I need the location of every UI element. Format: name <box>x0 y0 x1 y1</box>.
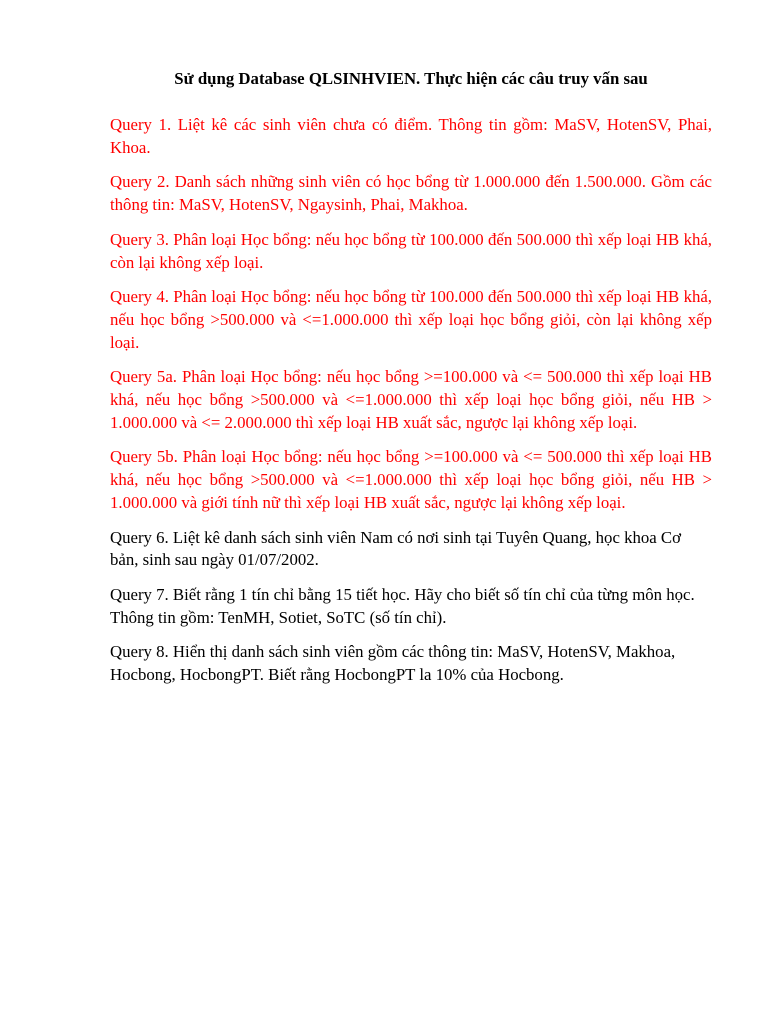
query-6: Query 6. Liệt kê danh sách sinh viên Nam có nơi sinh tại Tuyên Quang, học khoa Cơ bản, sinh sau ngày 01/07/2002. <box>110 527 681 570</box>
query-list <box>110 114 712 699</box>
document-title: Sử dụng Database QLSINHVIEN. Thực hiện các câu truy vấn sau <box>174 69 648 88</box>
query-7: Query 7. Biết rằng 1 tín chỉ bằng 15 tiết học. Hãy cho biết số tín chỉ của từng môn học. Thông tin gồm: TenMH, Sotiet, SoTC (số tín chỉ). <box>110 584 695 627</box>
query-2: Query 2. Danh sách những sinh viên có học bổng từ 1.000.000 đến 1.500.000. Gồm các thông tin: MaSV, HotenSV, Ngaysinh, Phai, Makhoa. <box>110 172 712 215</box>
query-1: Query 1. Liệt kê các sinh viên chưa có điểm. Thông tin gồm: MaSV, HotenSV, Phai, Khoa. <box>110 115 712 157</box>
query-3: Query 3. Phân loại Học bổng: nếu học bổng từ 100.000 đến 500.000 thì xếp loại HB khá, còn lại không xếp loại. <box>110 229 712 272</box>
query-8: Query 8. Hiển thị danh sách sinh viên gồm các thông tin: MaSV, HotenSV, Makhoa, Hocbong, HocbongPT. Biết rằng HocbongPT la 10% của Hocbong. <box>110 642 676 685</box>
query-4: Query 4. Phân loại Học bổng: nếu học bổng từ 100.000 đến 500.000 thì xếp loại HB khá, nếu học bổng >500.000 và <=1.000.000 thì xếp loại học bổng giỏi, còn lại không xếp loại. <box>110 287 712 352</box>
query-5b: Query 5b. Phân loại Học bổng: nếu học bổng >=100.000 và <= 500.000 thì xếp loại HB khá, nếu học bổng >500.000 và <=1.000.000 thì xếp loại học bổng giỏi, nếu HB > 1.000.000 và giới tính nữ thì xếp loại HB xuất sắc, ngược lại không xếp loại. <box>110 447 712 512</box>
query-5a: Query 5a. Phân loại Học bổng: nếu học bổng >=100.000 và <= 500.000 thì xếp loại HB khá, nếu học bổng >500.000 và <=1.000.000 thì xếp loại học bổng giỏi, nếu HB > 1.000.000 và <= 2.000.000 thì xếp loại HB xuất sắc, ngược lại không xếp loại. <box>110 367 712 432</box>
